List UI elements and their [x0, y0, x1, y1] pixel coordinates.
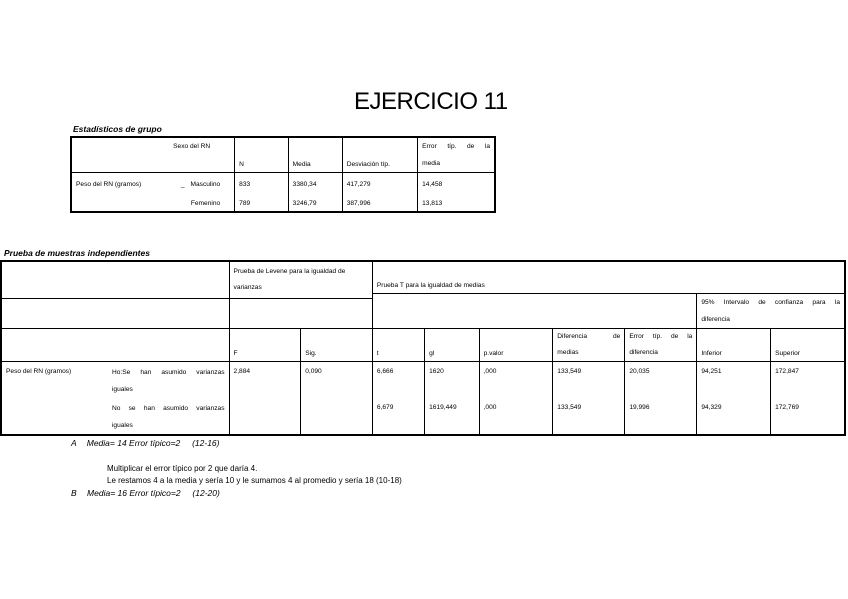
err-value-2: 19,996: [625, 398, 697, 435]
inf-value-1: 94,251: [697, 361, 771, 398]
col-err-header: Error típ. de la media: [418, 137, 495, 173]
t-value-2: 6,679: [372, 398, 424, 435]
group-stats-table: [70, 136, 496, 213]
indep-corner: [1, 261, 229, 299]
col-sig-header: Sig.: [301, 328, 373, 361]
col-gl-header: gl: [425, 328, 479, 361]
note-line-1: Multiplicar el error típico por 2 que daría 4.: [107, 464, 258, 473]
col-f-header: F: [229, 328, 301, 361]
indep-corner-3: [1, 328, 229, 361]
col-media-header: Media: [288, 137, 342, 173]
ci-header: 95% Intervalo de confianza para la diferencia: [697, 293, 845, 328]
levene-header: Prueba de Levene para la igualdad de varianzas: [229, 261, 372, 299]
desv-femenino: 387,996: [342, 197, 417, 212]
err-femenino: 13,813: [418, 197, 495, 212]
col-desv-header: Desviación típ.: [342, 137, 417, 173]
media-femenino: 3246,79: [288, 197, 342, 212]
dif-value-1: 133,549: [553, 361, 625, 398]
col-dif-header: Diferencia de medias: [553, 328, 625, 361]
col-sup-header: Superior: [771, 328, 845, 361]
group-stats-caption: Estadísticos de grupo: [73, 124, 162, 134]
page-title: EJERCICIO 11: [354, 88, 508, 115]
col-p-header: p.valor: [479, 328, 553, 361]
inf-value-2: 94,329: [697, 398, 771, 435]
cond-unequal: No se han asumido varianzas iguales: [108, 398, 229, 435]
indep-table: [0, 260, 846, 436]
header-sexo: Sexo del RN: [71, 137, 235, 173]
err-masculino: 14,458: [418, 173, 495, 198]
note-a-letter: A: [71, 438, 77, 448]
note-b-letter: B: [71, 488, 77, 498]
p-value-1: ,000: [479, 361, 553, 398]
indep-corner-2: [1, 299, 229, 328]
row-label: Peso del RN (gramos): [71, 173, 177, 213]
t-value-1: 6,666: [372, 361, 424, 398]
ttest-spacer: [372, 293, 696, 328]
levene-spacer: [229, 299, 372, 328]
n-masculino: 833: [235, 173, 288, 198]
indep-row-label: Peso del RN (gramos): [1, 361, 108, 435]
p-value-2: ,000: [479, 398, 553, 435]
f-value: 2,884: [229, 361, 301, 398]
sexo-masculino: _ Masculino: [177, 173, 235, 198]
sup-value-2: 172,769: [771, 398, 845, 435]
sig-value-2: [301, 398, 373, 435]
f-value-2: [229, 398, 301, 435]
ttest-header: Prueba T para la igualdad de medias: [372, 261, 845, 293]
col-t-header: t: [372, 328, 424, 361]
gl-value-2: 1619,449: [425, 398, 479, 435]
n-femenino: 789: [235, 197, 288, 212]
col-inf-header: Inferior: [697, 328, 771, 361]
note-a: [71, 438, 220, 448]
col-n-header: N: [235, 137, 288, 173]
note-b-text: Media= 16 Error típico=2 (12-20): [87, 488, 220, 498]
note-b: [71, 488, 220, 498]
sig-value: 0,090: [301, 361, 373, 398]
note-line-2: Le restamos 4 a la media y sería 10 y le sumamos 4 al promedio y sería 18 (10-18): [107, 476, 402, 485]
media-masculino: 3380,34: [288, 173, 342, 198]
sexo-femenino: Femenino: [177, 197, 235, 212]
dif-value-2: 133,549: [553, 398, 625, 435]
gl-value-1: 1620: [425, 361, 479, 398]
col-err-dif-header: Error típ. de la diferencia: [625, 328, 697, 361]
desv-masculino: 417,279: [342, 173, 417, 198]
err-value-1: 20,035: [625, 361, 697, 398]
note-a-text: Media= 14 Error típico=2 (12-16): [86, 438, 220, 448]
indep-caption: Prueba de muestras independientes: [4, 248, 150, 258]
sup-value-1: 172,847: [771, 361, 845, 398]
cond-equal: Ho:Se han asumido varianzas iguales: [108, 361, 229, 398]
